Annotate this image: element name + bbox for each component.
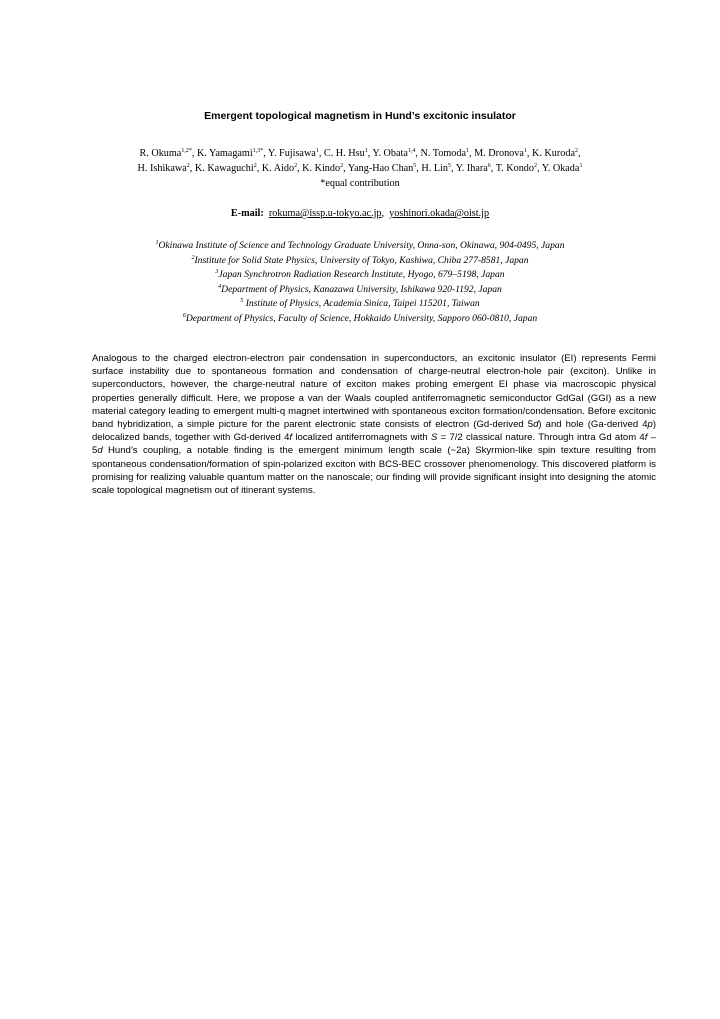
affiliation-text: Okinawa Institute of Science and Technology Graduate University, Onna-son, Okinawa, 904-0495, Japan [158,240,565,251]
email-label: E-mail: [230,208,264,219]
abstract-italic: d [97,445,103,457]
affiliation-item [60,239,660,254]
author-line-1: R. Okuma$^{1,2*}$, K. Yamagami$^{1,3*}$, Y. Fujisawa$^1$, C. H. Hsu$^1$, Y. Obata$^{1,4}$, N. Tomoda$^1$, M. Dronova$^1$, K. Kuroda$^2$, [139,148,581,159]
affiliation-sup: 5 [240,298,244,304]
affiliation-sup: 4 [218,283,222,290]
abstract-italic: d [533,419,539,431]
author-name: R. Okuma [139,148,182,159]
abstract-text: – 5 [92,432,656,457]
affiliation-item [60,254,660,269]
author-affil-sup: 1 [465,148,469,154]
abstract-text: localized antiferromagnets with [292,432,431,444]
paper-title: Emergent topological magnetism in Hund’s excitonic insulator [204,110,516,122]
author-name: K. Aido [261,163,295,174]
abstract-text: Analogous to the charged electron-electron pair condensation in superconductors, an excitonic insulator (EI) represents Fermi surface instability due to spontaneous formation and condensation of charge-neutral electron-hole pair (exciton). Unlike in superconductors, however, the charge-neutral nature of exciton makes probing emergent EI phase via macroscopic physical properties generally difficult. Here, we propose a van der Waals coupled antiferromagnetic semiconductor GdGaI (GGI) as a new material category leading to emergent multi-q magnet intertwined with spontaneous exciton formation/condensation. Before excitonic band hybridization, a simple picture for the parent electronic state consists of electron (Gd-derived 5 [92,353,656,431]
affiliation-text: Institute for Solid State Physics, University of Tokyo, Kashiwa, Chiba 277-8581, Japan [194,254,529,266]
author-affil-sup: 1 [364,148,368,154]
abstract-text: = 7/2 classical nature. Through intra Gd atom 4 [437,432,645,444]
author-affil-sup: 2 [253,163,257,169]
author-affil-sup: 2 [294,163,298,169]
affiliation-item [60,283,660,298]
author-affil-sup: 6 [487,163,491,169]
author-name: K. Kuroda [531,148,575,159]
abstract-italic: p [647,419,653,431]
affiliation-text: Institute of Physics, Academia Sinica, Taipei 115201, Taiwan [243,298,480,309]
author-name: H. Lin [421,163,448,174]
abstract-text: Hund’s coupling, a notable finding is the emergent minimum length scale (~2a) Skyrmion-like spin texture resulting from spontaneous condensation/formation of spin-polarized exciton with BCS-BEC crossover phenomenology. This discovered platform is promising for realizing valuable quantum matter on the nanoscale; our finding will provide significant insight into designing the atomic scale topological magnetism out of itinerant systems. [92,445,656,497]
author-name: Y. Fujisawa [267,148,316,159]
affiliation-text: Department of Physics, Faculty of Science, Hokkaido University, Sapporo 060-0810, Japan [185,312,538,324]
email-link-2[interactable]: yoshinori.okada@oist.jp [389,208,490,219]
author-name: K. Yamagami [196,148,253,159]
author-name: M. Dronova [474,148,524,159]
abstract-italic: f [644,432,648,444]
affiliation-item [60,312,660,327]
author-name: Yang-Hao Chan [347,163,414,174]
author-affil-sup: 1 [315,148,319,154]
author-affil-sup: 5 [447,163,451,169]
author-name: N. Tomoda [420,148,466,159]
author-name: K. Kindo [302,163,341,174]
author-name: Y. Okada [541,163,580,174]
author-name: Y. Ihara [455,163,488,174]
abstract-text: ) delocalized bands, together with Gd-derived 4 [92,419,657,444]
affiliation-sup: 1 [155,240,159,246]
author-affil-sup: 2 [533,163,537,169]
author-affil-sup: 5 [413,163,417,169]
author-affil-sup: 2 [340,163,344,169]
author-affil-sup: 1,2* [181,148,192,154]
affiliation-text: Japan Synchrotron Radiation Research Institute, Hyogo, 679–5198, Japan [218,269,505,280]
email-line: E-mail: rokuma@issp.u-tokyo.ac.jp, yoshinori.okada@oist.jp [230,208,490,219]
author-name: H. Ishikawa [137,163,187,174]
abstract-paragraph [92,352,656,497]
author-name: T. Kondo [495,163,534,174]
affiliation-sup: 3 [215,269,219,275]
abstract-italic: f [289,432,293,444]
author-affil-sup: 1 [523,148,527,154]
affiliation-item [60,297,660,312]
author-affil-sup: 1 [579,163,583,169]
email-link-1[interactable]: rokuma@issp.u-tokyo.ac.jp [268,208,382,219]
abstract-italic: S [430,432,438,444]
author-name: Y. Obata [372,148,408,159]
author-affil-sup: 2 [575,148,578,154]
affiliation-list [60,239,660,326]
equal-contribution-note: *equal contribution [320,178,400,189]
author-name: C. H. Hsu [323,148,365,159]
author-name: K. Kawaguchi [194,163,254,174]
author-list [60,146,660,191]
abstract-text: ) and hole (Ga-derived 4 [538,419,648,431]
affiliation-text: Department of Physics, Kanazawa University, Ishikawa 920-1192, Japan [221,283,502,295]
author-affil-sup: 1,4 [407,148,416,154]
author-affil-sup: 2 [186,163,190,169]
affiliation-item [60,268,660,283]
author-affil-sup: 1,3* [252,148,264,154]
author-line-2: H. Ishikawa$^2$, K. Kawaguchi$^2$, K. Aido$^2$, K. Kindo$^2$, Yang-Hao Chan$^5$, H. Lin$^5$, Y. Ihara$^6$, T. Kondo$^2$, Y. Okada$^1$ [137,163,583,174]
affiliation-sup: 6 [182,312,186,319]
affiliation-sup: 2 [191,254,195,261]
